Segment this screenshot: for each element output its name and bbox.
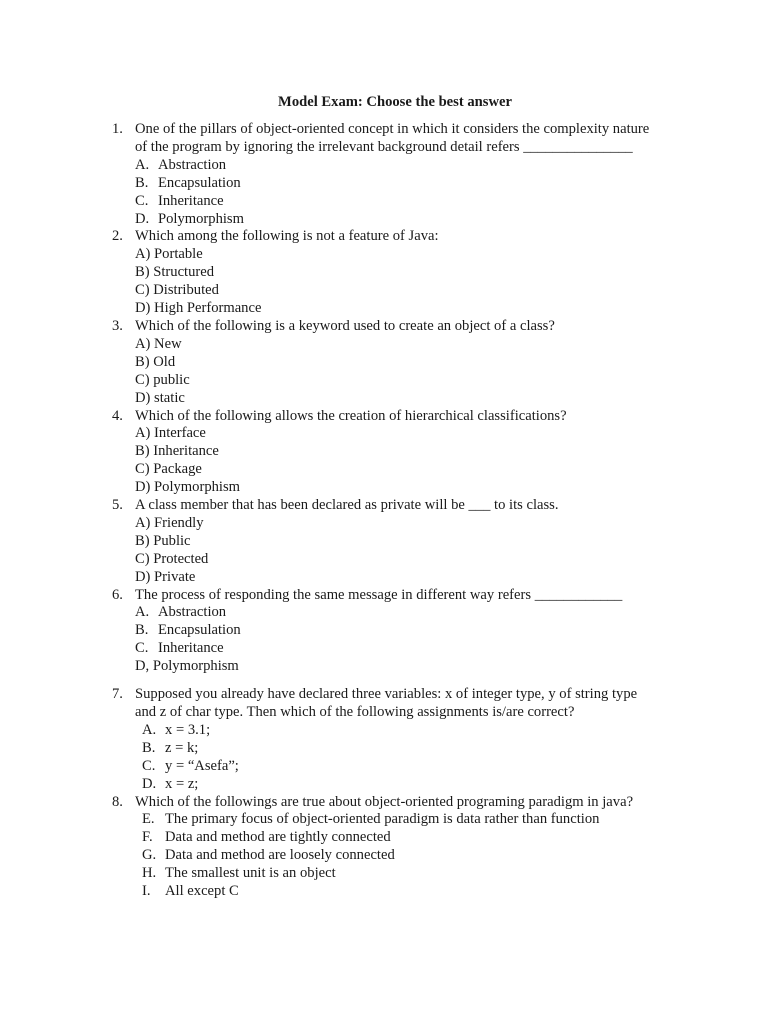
option-text: The primary focus of object-oriented paradigm is data rather than function: [165, 811, 600, 828]
section-gap: [112, 676, 692, 686]
option-text: Inheritance: [158, 192, 224, 209]
option[interactable]: [142, 865, 692, 883]
option[interactable]: [135, 193, 692, 211]
option-text: z = k;: [165, 739, 199, 756]
option[interactable]: A) Friendly: [135, 514, 204, 531]
option-text: Data and method are tightly connected: [165, 829, 391, 846]
question-text: [135, 794, 692, 812]
option-list: [135, 246, 692, 318]
option[interactable]: D) static: [135, 389, 185, 406]
option-list: [135, 811, 692, 901]
question-text-line: Which of the followings are true about object-oriented programing paradigm in java?: [135, 793, 634, 810]
page-title: Model Exam: Choose the best answer: [278, 94, 512, 110]
option[interactable]: [135, 640, 692, 658]
option-letter: A.: [142, 721, 157, 738]
option-letter: B.: [142, 739, 156, 756]
option-list: [135, 515, 692, 587]
option-letter: I.: [142, 883, 151, 900]
option-text: Encapsulation: [158, 174, 241, 191]
option-letter: G.: [142, 847, 157, 864]
option[interactable]: C) Distributed: [135, 282, 219, 299]
option[interactable]: A) New: [135, 335, 182, 352]
question-5: [112, 497, 692, 587]
option[interactable]: [142, 740, 692, 758]
question-text-line: Which of the following allows the creation of hierarchical classifications?: [135, 407, 567, 424]
question-number: 4.: [112, 407, 123, 424]
option[interactable]: [142, 811, 692, 829]
question-text-line: The process of responding the same message in different way refers ____________: [135, 586, 623, 603]
question-number: 3.: [112, 317, 123, 334]
option-text: Inheritance: [158, 640, 224, 657]
option-text: x = 3.1;: [165, 721, 211, 738]
option-list: [135, 722, 692, 794]
question-8: [112, 794, 692, 901]
option-letter: C.: [135, 192, 149, 209]
option-text: The smallest unit is an object: [165, 865, 336, 882]
question-text: [135, 318, 692, 336]
question-4: [112, 408, 692, 498]
option-letter: D.: [135, 210, 150, 227]
question-text: [135, 587, 692, 605]
question-text-line: Which among the following is not a feature of Java:: [135, 228, 439, 245]
option-text: Abstraction: [158, 604, 227, 621]
option[interactable]: [142, 758, 692, 776]
option-text: y = “Asefa”;: [165, 757, 239, 774]
question-list: [112, 121, 692, 901]
option-letter: F.: [142, 829, 153, 846]
option[interactable]: B) Structured: [135, 264, 215, 281]
question-number: 7.: [112, 686, 123, 703]
option-list: [135, 604, 692, 676]
option[interactable]: [142, 722, 692, 740]
option-letter: C.: [142, 757, 156, 774]
option[interactable]: D) High Performance: [135, 300, 262, 317]
question-number: 6.: [112, 586, 123, 603]
option[interactable]: D) Polymorphism: [135, 479, 240, 496]
question-number: 5.: [112, 497, 123, 514]
option[interactable]: [135, 622, 692, 640]
question-7: [112, 686, 692, 793]
question-number: 2.: [112, 228, 123, 245]
question-text-line: One of the pillars of object-oriented concept in which it considers the complexity nature: [135, 121, 650, 137]
option[interactable]: [142, 776, 692, 794]
option-text: x = z;: [165, 775, 199, 792]
option-text: Encapsulation: [158, 622, 241, 639]
question-1: [112, 121, 692, 228]
option[interactable]: [135, 157, 692, 175]
option[interactable]: D, Polymorphism: [135, 658, 239, 675]
question-3: [112, 318, 692, 408]
option[interactable]: C) Package: [135, 461, 202, 478]
question-text-line: A class member that has been declared as private will be ___ to its class.: [135, 497, 559, 514]
option[interactable]: [142, 883, 692, 901]
option-list: [135, 157, 692, 229]
option-list: [135, 425, 692, 497]
option[interactable]: [142, 829, 692, 847]
question-6: [112, 587, 692, 677]
option-letter: A.: [135, 604, 150, 621]
option-letter: C.: [135, 640, 149, 657]
option-letter: A.: [135, 156, 150, 173]
option[interactable]: [135, 211, 692, 229]
question-number: 1.: [112, 121, 123, 137]
question-text: [135, 228, 692, 246]
option-text: Polymorphism: [158, 210, 244, 227]
option-letter: E.: [142, 811, 155, 828]
option[interactable]: C) Protected: [135, 550, 209, 567]
question-text: [135, 497, 692, 515]
option[interactable]: D) Private: [135, 568, 196, 585]
option[interactable]: [142, 847, 692, 865]
question-text: [135, 408, 692, 426]
question-2: [112, 228, 692, 318]
question-text-line: and z of char type. Then which of the following assignments is/are correct?: [135, 704, 575, 720]
option-letter: H.: [142, 865, 157, 882]
question-number: 8.: [112, 793, 123, 810]
option[interactable]: C) public: [135, 371, 190, 388]
question-text: [135, 686, 692, 722]
option[interactable]: A) Portable: [135, 246, 203, 263]
option[interactable]: B) Public: [135, 532, 191, 549]
option[interactable]: B) Old: [135, 353, 176, 370]
option-list: [135, 336, 692, 408]
option-letter: B.: [135, 174, 149, 191]
question-text-line: of the program by ignoring the irrelevant background detail refers _______________: [135, 138, 633, 155]
option[interactable]: A) Interface: [135, 425, 206, 442]
option-text: Data and method are loosely connected: [165, 847, 395, 864]
option-letter: B.: [135, 622, 149, 639]
question-text-line: Supposed you already have declared three variables: x of integer type, y of string type: [135, 686, 638, 703]
option-letter: D.: [142, 775, 157, 792]
option[interactable]: B) Inheritance: [135, 443, 219, 460]
question-text: [135, 121, 692, 157]
option-text: Abstraction: [158, 156, 227, 173]
question-text-line: Which of the following is a keyword used to create an object of a class?: [135, 317, 555, 334]
option[interactable]: [135, 604, 692, 622]
option[interactable]: [135, 175, 692, 193]
option-text: All except C: [165, 883, 239, 900]
